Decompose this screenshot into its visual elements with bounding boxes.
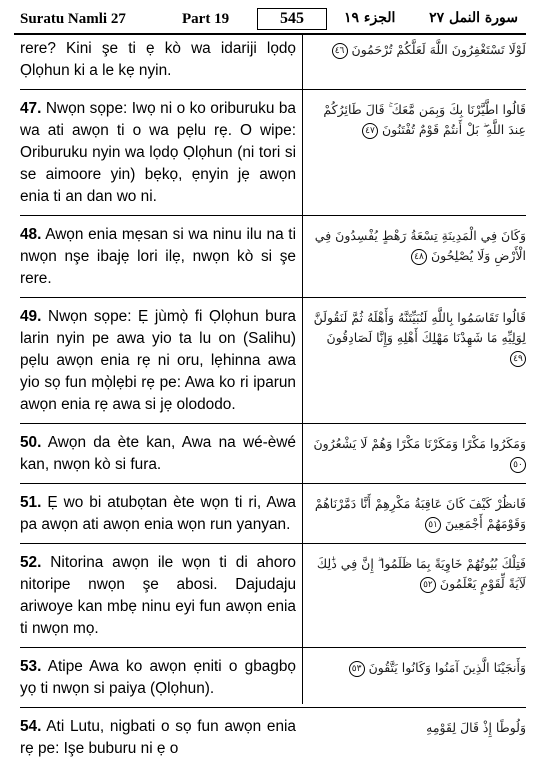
verse-row [20,98,526,208]
arabic-verse-marker: ٤٩ [510,351,526,367]
verse-arabic [312,306,526,416]
arabic-text: وَكَانَ فِي الْمَدِينَةِ تِسْعَةُ رَهْطٍ يُفْسِدُونَ فِي الْأَرْضِ وَلَا يُصْلِحُونَ [314,228,526,263]
arabic-verse-marker: ٥١ [425,517,441,533]
arabic-text: فَتِلْكَ بُيُوتُهُمْ خَاوِيَةً بِمَا ظَلَمُوا ۗ إِنَّ فِي ذَٰلِكَ لَآيَةً لِّقَوْمٍ يَعْلَمُونَ [316,556,526,591]
verse-translation [20,552,296,640]
verse-number: 49. [20,308,42,325]
verse-row [20,552,526,640]
page-header [14,8,526,32]
arabic-verse-marker: ٤٦ [332,43,348,59]
verse-translation [20,98,296,208]
verse-separator [20,647,526,648]
verse-row [20,716,526,760]
arabic-text: قَالُوا اطَّيَّرْنَا بِكَ وَبِمَن مَّعَكَ ۚ قَالَ طَائِرُكُمْ عِندَ اللَّهِ ۖ بَلْ أَنتُمْ قَوْمٌ تُفْتَنُونَ [323,102,526,137]
verse-translation [20,38,296,82]
verse-separator [20,89,526,90]
verse-arabic [312,38,526,82]
verse-number: 47. [20,100,42,117]
verse-translation [20,656,296,700]
verse-text: Ati Lutu, nigbati o sọ fun awọn enia rẹ pe: Işe buburu ni ẹ o [20,718,296,757]
verse-number: 50. [20,434,42,451]
verse-separator [20,707,526,708]
verse-row [20,306,526,416]
arabic-verse-marker: ٥٢ [420,577,436,593]
verse-translation [20,306,296,416]
verse-separator [20,543,526,544]
arabic-verse-marker: ٤٨ [411,249,427,265]
arabic-verse-marker: ٥٣ [349,661,365,677]
verse-row [20,38,526,82]
page-number: 545 [257,8,327,30]
verse-text: rere? Kini şe ti ẹ kò wa idariji lọdọ Ọlọhun ki a le kẹ nyin. [20,40,296,79]
verse-number: 54. [20,718,42,735]
verse-arabic [312,656,526,700]
part-label: Part 19 [182,11,230,27]
sura-name-arabic: سورة النمل ٢٧ [429,10,518,26]
verse-text: Atipe Awa ko awọn ẹniti o gbagbọ yọ ti nwọn si paiya (Ọlọhun). [20,658,296,697]
verse-translation [20,716,296,760]
verse-text: Nwọn sọpe: Ẹ jùmọ̀ fi Ọlọhun bura larin nyin pe awa yio ta lu on (Salihu) pẹlu awọn enia rẹ ni oru, lẹhinna awa yio sọ fun mọ̀lẹbi rẹ pe: Awa ko ri iparun awọn enia rẹ awa si jẹ olododo. [20,308,296,413]
verse-number: 52. [20,554,42,571]
juz-arabic: الجزء ١٩ [344,10,396,26]
verse-list [20,38,526,760]
verse-translation [20,432,296,476]
verse-text: Awọn da ète kan, Awa na wé-èwé kan, nwọn kò si fura. [20,434,296,473]
verse-text: Awọn enia mẹsan si wa ninu ilu na ti nwọn nşe ibajẹ lori ilẹ, nwọn kò si şe rere. [20,226,296,287]
verse-separator [20,423,526,424]
arabic-text: فَانظُرْ كَيْفَ كَانَ عَاقِبَةُ مَكْرِهِمْ أَنَّا دَمَّرْنَاهُمْ وَقَوْمَهُمْ أَجْمَعِينَ [314,496,526,531]
verse-row [20,656,526,700]
arabic-text: لَوْلَا تَسْتَغْفِرُونَ اللَّهَ لَعَلَّكُمْ تُرْحَمُونَ [351,42,526,57]
verse-number: 53. [20,658,42,675]
arabic-text: وَلُوطًا إِذْ قَالَ لِقَوْمِهِ [426,720,526,735]
verse-row [20,432,526,476]
verse-translation [20,492,296,536]
verse-translation [20,224,296,290]
verse-arabic [312,492,526,536]
verse-arabic [312,98,526,208]
verse-separator [20,297,526,298]
verse-text: Nwọn sọpe: Iwọ ni o ko oriburuku ba wa ati awọn ti o wa pẹlu rẹ. O wipe: Oriburuku nyin wa lọdọ Ọlọhun (ni tori si se aimoore yin) bẹkọ, ẹnyin jẹ awọn enia ti an dan wo ni. [20,100,296,205]
arabic-text: قَالُوا تَقَاسَمُوا بِاللَّهِ لَنُبَيِّتَنَّهُ وَأَهْلَهُ ثُمَّ لَنَقُولَنَّ لِوَلِيِّهِ مَا شَهِدْنَا مَهْلِكَ أَهْلِهِ وَإِنَّا لَصَادِقُونَ [313,310,526,345]
verse-row [20,492,526,536]
verse-number: 48. [20,226,42,243]
sura-name: Suratu Namli 27 [20,11,126,27]
verse-arabic [312,224,526,290]
arabic-text: وَمَكَرُوا مَكْرًا وَمَكَرْنَا مَكْرًا وَهُمْ لَا يَشْعُرُونَ [313,436,526,451]
verse-text: Nitorina awọn ile wọn ti di ahoro nitoripe nwọn şe abosi. Dajudaju ariwoye kan mbẹ ninu eyi fun awọn enia ti nwọn mọ. [20,554,296,637]
arabic-text: وَأَنجَيْنَا الَّذِينَ آمَنُوا وَكَانُوا يَتَّقُونَ [368,660,526,675]
verse-number: 51. [20,494,42,511]
verse-arabic [312,552,526,640]
verse-arabic [312,432,526,476]
verse-separator [20,215,526,216]
verse-text: Ẹ wo bi atubọtan ète wọn ti ri, Awa pa awọn ati awọn enia wọn run yanyan. [20,494,296,533]
arabic-verse-marker: ٥٠ [510,457,526,473]
arabic-verse-marker: ٤٧ [362,123,378,139]
verse-arabic [312,716,526,760]
header-rule [14,33,526,35]
verse-row [20,224,526,290]
verse-separator [20,483,526,484]
